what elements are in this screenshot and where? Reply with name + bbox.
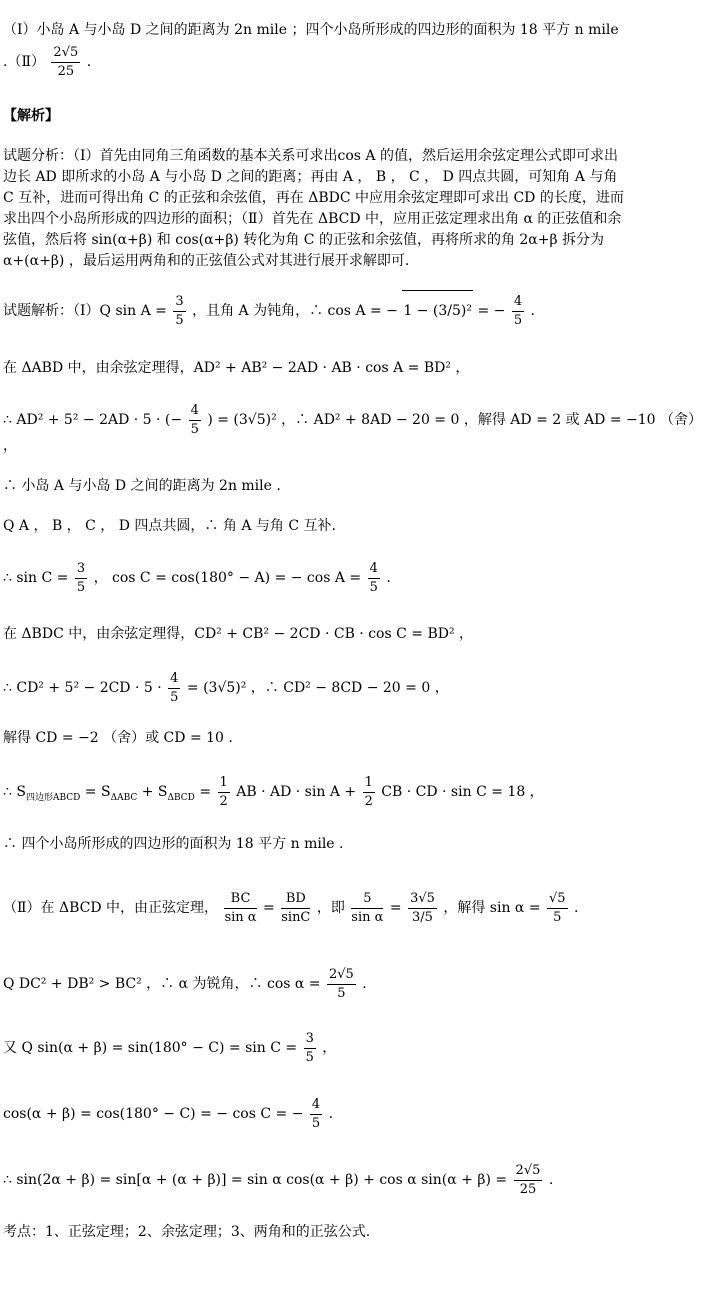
s6-text-c: . (386, 570, 391, 586)
s16-text-b: . (548, 1172, 554, 1188)
solution-line-4: ∴ 小岛 A 与小岛 D 之间的距离为 2n mile . (3, 478, 281, 494)
solution-line-12 (3, 876, 627, 940)
s1-frac-den: 5 (175, 312, 184, 328)
answer-line-2 (3, 40, 627, 84)
s10-text-f: CB · CD · sin C = 18 ， (381, 784, 544, 800)
s15-text-a: cos(α + β) = cos(180° − C) = − cos C = − (3, 1106, 304, 1122)
s12-text-a: （Ⅱ）在 ΔBCD 中，由正弦定理， (3, 900, 219, 916)
s13-frac-den: 5 (337, 985, 346, 1001)
s3-text-a: ∴ AD² + 5² − 2AD · 5 · (− (3, 412, 183, 428)
solution-line-7: 在 ΔBDC 中，由余弦定理得，CD² + CB² − 2CD · CB · cos C = BD² ， (3, 626, 474, 642)
s14-fraction (304, 1030, 316, 1067)
s12-frac1-num: BC (224, 890, 256, 909)
s3-fraction (189, 402, 201, 439)
s10-text-d: = (199, 784, 212, 800)
answer-prefix: .（Ⅱ） (3, 54, 45, 70)
solution-line-16 (3, 1158, 627, 1202)
kaodian-line: 考点：1、正弦定理；2、余弦定理；3、两角和的正弦公式. (3, 1224, 371, 1240)
solution-line-13 (3, 962, 627, 1006)
s12-frac5-den: 5 (553, 909, 562, 925)
solution-line-6 (3, 558, 627, 598)
s16-frac-num: 2√5 (514, 1162, 543, 1181)
s6-text-a: ∴ sin C = (3, 570, 69, 586)
s12-frac1-den: sin α (224, 909, 257, 925)
s12-frac3-num: 5 (351, 890, 383, 909)
solution-line-11: ∴ 四个小岛所形成的四边形的面积为 18 平方 n mile . (3, 836, 344, 852)
s10-frac-den: 2 (219, 793, 228, 809)
s12-frac2-den: sinC (281, 909, 311, 925)
s3-frac-num: 4 (189, 402, 201, 421)
s16-text-a: ∴ sin(2α + β) = sin[α + (α + β)] = sin α cos(α + β) + cos α sin(α + β) = (3, 1172, 508, 1188)
section-title: 【解析】 (3, 108, 59, 124)
s13-frac-num: 2√5 (327, 966, 356, 985)
s15-frac-num: 4 (310, 1096, 322, 1115)
s12-fraction-2 (281, 890, 310, 927)
solution-line-3 (3, 400, 702, 440)
s1-frac2-den: 5 (513, 312, 523, 328)
s10-fraction (218, 774, 230, 811)
solution-line-3-cont: ， (3, 438, 17, 454)
s1-text-d: . (530, 303, 535, 319)
s10-text-c: + S (141, 784, 168, 800)
s6-frac2-num: 4 (368, 560, 380, 579)
s13-text-b: . (362, 976, 367, 992)
s14-text-a: 又 Q sin(α + β) = sin(180° − C) = sin C = (3, 1040, 298, 1056)
s12-fraction-5 (547, 890, 568, 927)
solution-line-9: 解得 CD = −2 （舍）或 CD = 10 . (3, 730, 233, 746)
s1-text-c: = − (477, 303, 506, 319)
s14-text-b: ， (322, 1040, 337, 1056)
s12-frac2-num: BD (281, 890, 310, 909)
s6-frac-den: 5 (76, 579, 86, 595)
s10-subscript-3: ΔBCD (167, 792, 195, 803)
analysis-paragraph: 试题分析：（Ⅰ）首先由同角三角函数的基本关系可求出cos A 的值，然后运用余弦定理公式即可求出边长 AD 即所求的小岛 A 与小岛 D 之间的距离；再由 A ， B ， C ， D 四点共圆，可知角 A 与角 C 互补，进而可得出角 C 的正弦和余弦值，再在 ΔBDC 中应用余弦定理即可求出 CD 的长度，进而求出四个小岛所形成的四边形的面积；（Ⅱ）首先在 ΔBCD 中，应用正弦定理求出角 α 的正弦值和余弦值，然后将 sin(α+β) 和 cos(α+β) 转化为角 C 的正弦和余弦值，再将所求的角 2α+β 拆分为 α+(α+β) ，最后运用两角和的正弦值公式对其进行展开求解即可. (3, 148, 624, 269)
s12-frac5-num: √5 (547, 890, 568, 909)
s12-fraction-3 (351, 890, 383, 927)
s1-fraction-2 (512, 293, 524, 330)
answer-line-1: （Ⅰ）小岛 A 与小岛 D 之间的距离为 2n mile ；四个小岛所形成的四边形的面积为 18 平方 n mile (3, 22, 619, 38)
solution-line-8 (3, 668, 627, 708)
s8-frac-num: 4 (168, 670, 180, 689)
solution-line-2: 在 ΔABD 中，由余弦定理得，AD² + AB² − 2AD · AB · cos A = BD² ， (3, 360, 470, 376)
s12-frac4-den: 3/5 (412, 909, 433, 925)
s6-frac2-den: 5 (369, 579, 378, 595)
s6-fraction-2 (368, 560, 380, 597)
answer-fraction-num: 2√5 (51, 44, 80, 63)
answer-fraction (51, 44, 80, 81)
s12-frac4-num: 3√5 (408, 890, 437, 909)
s12-text-f: . (574, 900, 579, 916)
s10-frac2-den: 2 (364, 793, 373, 809)
s8-text-b: = (3√5)² ，∴ CD² − 8CD − 20 = 0 ， (186, 680, 449, 696)
s1-frac2-num: 4 (512, 293, 524, 312)
s10-frac-num: 1 (218, 774, 230, 793)
s8-frac-den: 5 (170, 689, 179, 705)
s10-text-e: AB · AD · sin A + (236, 784, 357, 800)
solution-line-10 (3, 770, 627, 814)
solution-line-5: Q A ， B ， C ， D 四点共圆，∴ 角 A 与角 C 互补. (3, 518, 336, 534)
s1-sqrt: 1 − (3/5)² (402, 290, 473, 331)
answer-suffix: . (86, 54, 92, 70)
s12-text-c: ，即 (316, 900, 345, 916)
s8-fraction (168, 670, 180, 707)
s1-fraction (173, 293, 185, 330)
s10-text-a: ∴ S (3, 784, 26, 800)
s15-frac-den: 5 (311, 1115, 321, 1131)
s12-text-b: = (263, 900, 275, 916)
s6-frac-num: 3 (75, 560, 87, 579)
s1-text-a: 试题解析：（Ⅰ）Q sin A = (3, 303, 167, 319)
s10-frac2-num: 1 (363, 774, 375, 793)
s12-fraction-1 (224, 890, 256, 927)
s12-frac3-den: sin α (351, 909, 384, 925)
solution-line-15 (3, 1092, 627, 1136)
s12-text-e: ，解得 sin α = (443, 900, 541, 916)
s16-fraction (514, 1162, 543, 1199)
s14-frac-den: 5 (305, 1049, 314, 1065)
s13-fraction (327, 966, 356, 1003)
s12-text-d: = (389, 900, 402, 916)
s16-frac-den: 25 (519, 1181, 537, 1197)
s10-fraction-2 (363, 774, 375, 811)
s1-text-b: ，且角 A 为钝角，∴ cos A = − (192, 303, 398, 319)
s6-fraction (75, 560, 87, 597)
s15-text-b: . (328, 1106, 334, 1122)
s10-text-b: = S (84, 784, 111, 800)
answer-fraction-den: 25 (57, 63, 75, 79)
s6-text-b: ， cos C = cos(180° − A) = − cos A = (93, 570, 362, 586)
s10-subscript: 四边形ABCD (25, 792, 81, 803)
s13-text-a: Q DC² + DB² > BC² ，∴ α 为锐角，∴ cos α = (3, 976, 321, 992)
solution-line-14 (3, 1026, 627, 1070)
s3-frac-den: 5 (190, 421, 199, 437)
s14-frac-num: 3 (304, 1030, 316, 1049)
s10-subscript-2: ΔABC (110, 792, 138, 803)
solution-line-1 (3, 290, 627, 330)
s15-fraction (310, 1096, 322, 1133)
s3-text-b: ) = (3√5)² ，∴ AD² + 8AD − 20 = 0 ，解得 AD = 2 或 AD = −10 （舍） (207, 412, 702, 428)
s1-frac-num: 3 (173, 293, 185, 312)
s12-fraction-4 (408, 890, 437, 927)
s8-text-a: ∴ CD² + 5² − 2CD · 5 · (3, 680, 162, 696)
